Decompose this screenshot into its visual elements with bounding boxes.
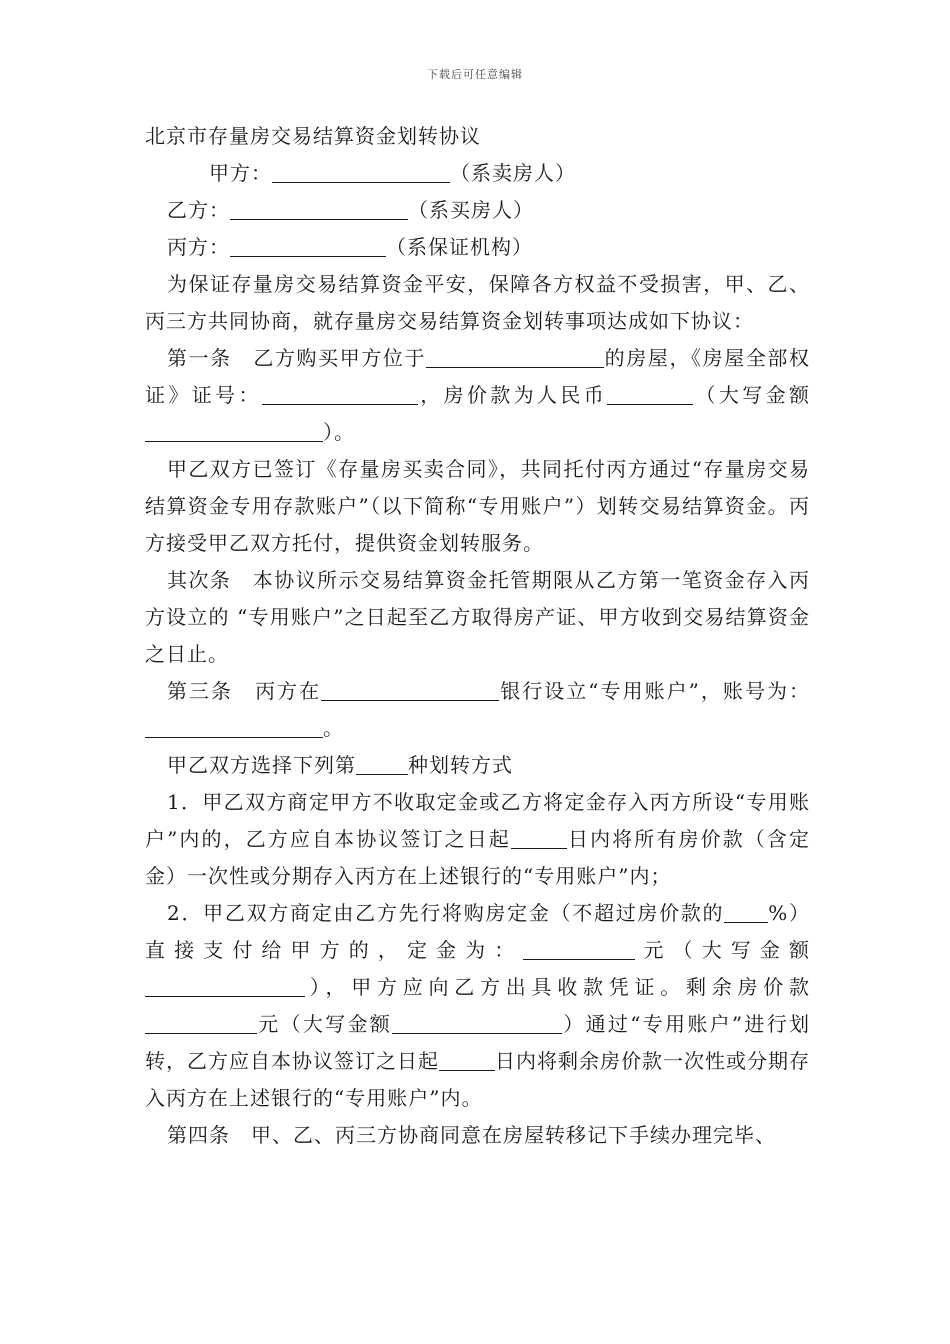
option-1-text-2: 日内将所有房价款（含定金）一次性或分期存入丙方在上述银行的“专用账户”内； xyxy=(145,827,810,888)
article-1-text-4: （大写金额 xyxy=(693,383,811,407)
option-1-text-1: 1．甲乙双方商定甲方不收取定金或乙方将定金存入丙方所设“专用账户”内的，乙方应自本协议签订之日起 xyxy=(145,790,810,851)
method-number-blank[interactable] xyxy=(356,752,408,775)
article-3-text-1: 第三条 丙方在 xyxy=(167,679,322,703)
option-2-text-7: 日内将剩余房价款一次性或分期存入丙方在上述银行的“专用账户”内。 xyxy=(145,1049,810,1110)
price-blank[interactable] xyxy=(607,382,693,405)
article-1 xyxy=(145,340,810,451)
party-b-role: （系买房人） xyxy=(408,198,534,222)
party-c-label: 丙方： xyxy=(167,235,230,259)
party-c-blank[interactable] xyxy=(230,234,386,257)
option-2 xyxy=(145,895,810,1117)
remaining-amount-blank[interactable] xyxy=(145,1011,257,1034)
party-a-role: （系卖房人） xyxy=(450,161,576,185)
party-a-label: 甲方： xyxy=(209,161,272,185)
deposit-words-blank[interactable] xyxy=(145,974,305,997)
paragraph-2: 甲乙双方已签订《存量房买卖合同》，共同托付丙方通过“存量房交易结算资金专用存款账户”（以下简称“专用账户”）划转交易结算资金。丙方接受甲乙双方托付，提供资金划转服务。 xyxy=(145,457,810,555)
certificate-number-blank[interactable] xyxy=(262,382,418,405)
choose-text-1: 甲乙双方选择下列第 xyxy=(167,753,356,777)
bank-name-blank[interactable] xyxy=(321,678,499,701)
option-2-text-1: 2．甲乙双方商定由乙方先行将购房定金（不超过房价款的 xyxy=(167,901,725,925)
document-title: 北京市存量房交易结算资金划转协议 xyxy=(145,124,481,148)
choose-method xyxy=(145,747,810,784)
deposit-amount-blank[interactable] xyxy=(523,937,635,960)
party-b-line xyxy=(145,192,810,229)
article-1-text-5: ）。 xyxy=(323,420,355,444)
party-c-line xyxy=(145,229,810,266)
option-2-text-4: ），甲方应向乙方出具收款凭证。剩余房价款 xyxy=(305,975,810,999)
article-3-text-3: 。 xyxy=(323,716,344,740)
article-2: 其次条 本协议所示交易结算资金托管期限从乙方第一笔资金存入丙方设立的 “专用账户”之日起至乙方取得房产证、甲方收到交易结算资金之日止。 xyxy=(145,568,810,666)
option-2-text-2: %）直接支付给甲方的，定金为： xyxy=(145,901,810,962)
deposit-percent-blank[interactable] xyxy=(724,900,768,923)
account-number-blank[interactable] xyxy=(145,715,323,738)
article-1-text-2: 的房屋，《房屋全部权证》证号： xyxy=(145,346,811,407)
option-1-days-blank[interactable] xyxy=(511,826,567,849)
article-1-text-3: ，房价款为人民币 xyxy=(417,383,608,407)
party-b-blank[interactable] xyxy=(230,197,408,220)
option-2-text-6: ）通过“专用账户”进行划转，乙方应自本协议签订之日起 xyxy=(145,1012,810,1073)
agreement-body xyxy=(145,118,810,1154)
page-header: 下载后可任意编辑 xyxy=(427,68,523,81)
option-2-text-5: 元（大写金额 xyxy=(257,1012,393,1036)
article-3 xyxy=(145,673,810,747)
option-1 xyxy=(145,784,810,895)
party-a-line xyxy=(145,155,810,192)
article-1-text-1: 第一条 乙方购买甲方位于 xyxy=(167,346,427,370)
price-words-blank[interactable] xyxy=(145,419,323,442)
property-location-blank[interactable] xyxy=(426,345,604,368)
party-a-blank[interactable] xyxy=(272,160,450,183)
article-4: 第四条 甲、乙、丙三方协商同意在房屋转移记下手续办理完毕、 xyxy=(167,1123,776,1147)
intro-paragraph: 为保证存量房交易结算资金平安，保障各方权益不受损害，甲、乙、丙三方共同协商，就存量房交易结算资金划转事项达成如下协议： xyxy=(145,272,810,333)
article-3-text-2: 银行设立“专用账户”，账号为： xyxy=(499,679,811,703)
choose-text-2: 种划转方式 xyxy=(408,753,513,777)
option-2-text-3: 元（大写金额 xyxy=(635,938,811,962)
party-c-role: （系保证机构） xyxy=(386,235,533,259)
remaining-words-blank[interactable] xyxy=(392,1011,562,1034)
option-2-days-blank[interactable] xyxy=(439,1048,495,1071)
party-b-label: 乙方： xyxy=(167,198,230,222)
